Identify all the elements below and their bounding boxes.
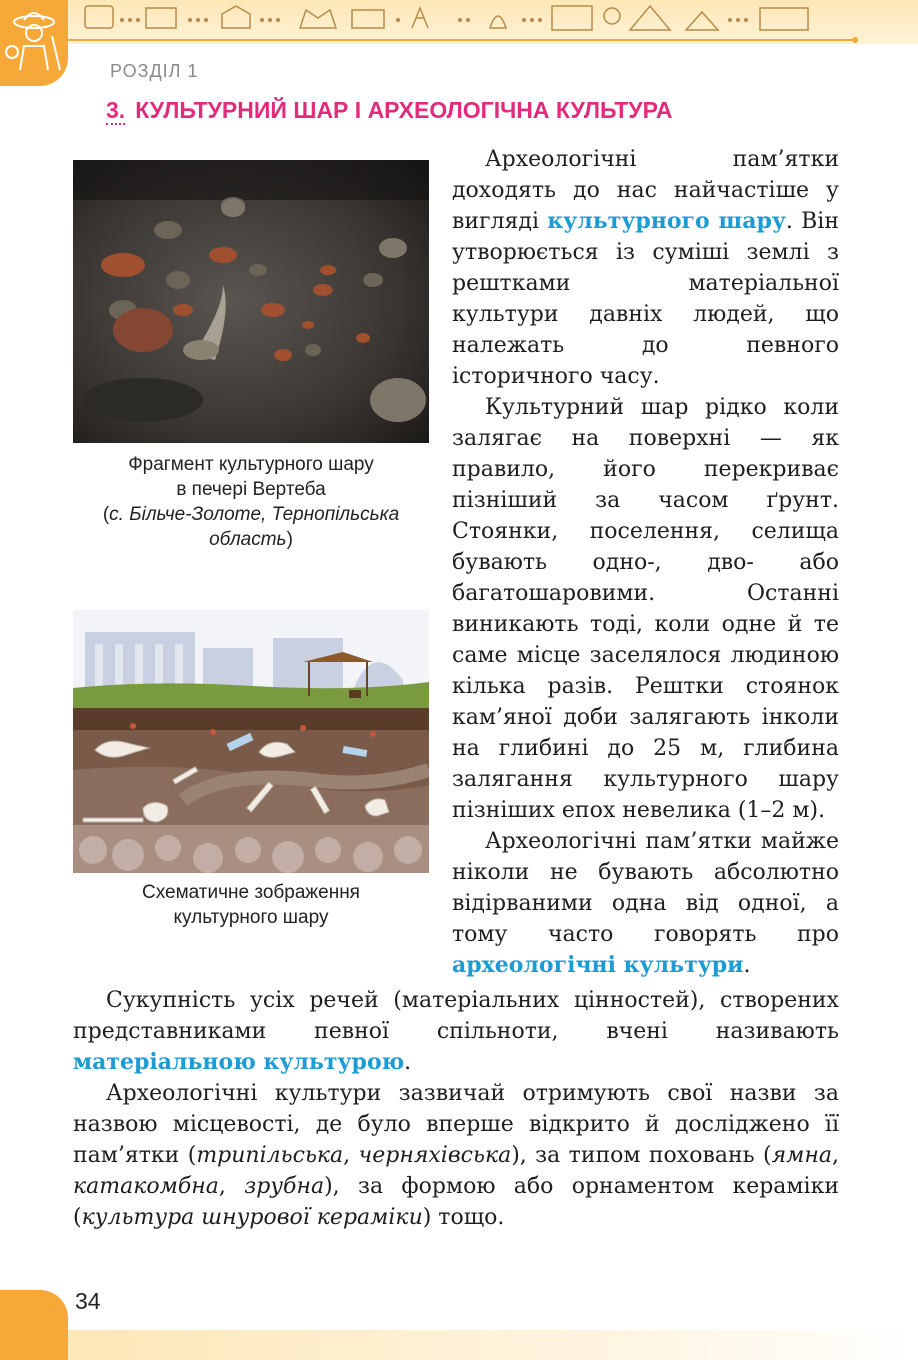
footer-decor-band (68, 1330, 918, 1360)
full-width-text (73, 985, 839, 1233)
corner-decor (0, 0, 68, 86)
header-decor-band (0, 0, 918, 44)
term-material-culture: матеріальною культурою (73, 1049, 405, 1075)
photo-caption-place (73, 502, 429, 552)
paragraph-1 (452, 144, 839, 392)
example-corded-ware: культура шнурової кераміки (81, 1205, 423, 1230)
paragraph-5 (73, 1078, 839, 1233)
page-number: 34 (75, 1288, 101, 1314)
example-srubna: зрубна (244, 1174, 325, 1199)
section-label: РОЗДІЛ 1 (110, 61, 199, 81)
example-catacomb: катакомбна (73, 1174, 219, 1199)
scheme-caption-line-2: культурного шару (173, 907, 329, 928)
paragraph-5-text-b: ), за типом поховань ( (511, 1143, 772, 1168)
scheme-caption-line-1: Схематичне зображення (142, 882, 360, 903)
footer-corner-decor (0, 1290, 68, 1360)
example-chernyakhiv: черняхівська (358, 1143, 512, 1168)
header-rule (60, 39, 855, 41)
paragraph-5-text-c: ), за формою або орнаментом кераміки ( (73, 1174, 839, 1230)
cultural-layer-scheme (73, 610, 429, 873)
photo-caption-line-2: в печері Вертеба (176, 479, 326, 500)
paragraph-5-text-a: Археологічні культури зазвичай отримують свої назви за назвою місцевості, де було вперше відкрито й досліджено її пам’ятки ( (73, 1081, 839, 1168)
page-title (106, 97, 673, 124)
cave-photo (73, 160, 429, 443)
example-trypillian: трипільська (196, 1143, 344, 1168)
paragraph-5-comma-3: , (218, 1174, 245, 1199)
paragraph-3-text-a: Археологічні пам’ятки майже ніколи не бувають абсолютно відірваними одна від одної, а тому часто говорять про (452, 829, 839, 947)
paragraph-1-text-a: Археологічні пам’ятки доходять до нас найчастіше у вигляді (452, 147, 839, 234)
archaeologist-icon (0, 0, 68, 86)
photo-caption (73, 452, 429, 552)
photo-caption-close-paren: ) (286, 529, 293, 550)
scheme-caption (73, 880, 429, 930)
paragraph-1-text-b: . Він утворюється із суміші землі з рештками матеріальної культури давніх людей, що належать до певного історичного часу. (452, 209, 839, 389)
paragraph-5-comma-1: , (343, 1143, 359, 1168)
paragraph-4 (73, 985, 839, 1078)
photo-caption-open-paren: ( (102, 504, 110, 525)
heading-number: 3. (106, 97, 126, 123)
term-cultural-layer: культурного шару (547, 208, 786, 234)
example-yamna: ямна (771, 1143, 832, 1168)
paragraph-4-text-b: . (404, 1050, 412, 1075)
paragraph-3-text-b: . (743, 953, 751, 978)
photo-caption-place-text: с. Більче-Золоте, Тернопільська область (109, 504, 400, 550)
paragraph-3 (452, 826, 839, 981)
paragraph-4-text-a: Сукупність усіх речей (матеріальних цінностей), створених представниками певної спільноти, вчені називають (73, 988, 839, 1044)
right-column-text (452, 144, 839, 981)
paragraph-5-comma-2: , (831, 1143, 839, 1168)
heading-title: КУЛЬТУРНИЙ ШАР І АРХЕОЛОГІЧНА КУЛЬТУРА (135, 97, 673, 123)
paragraph-2: Культурний шар рідко коли залягає на поверхні — як правило, його перекриває пізніший за часом ґрунт. Стоянки, поселення, селища бувають одно-, дво- або багатошаровими. Останні виникають тоді, коли одне й те саме місце заселялося людиною кілька разів. Рештки стоянок кам’яної доби залягають інколи на глибині до 25 м, глибина залягання культурного шару пізніших епох невелика (1–2 м). (452, 395, 839, 823)
paragraph-5-text-d: ) тощо. (422, 1205, 505, 1230)
photo-caption-line-1: Фрагмент культурного шару (128, 454, 374, 475)
history-icons-strip (0, 0, 918, 44)
term-archaeological-cultures: археологічні культури (452, 952, 744, 978)
